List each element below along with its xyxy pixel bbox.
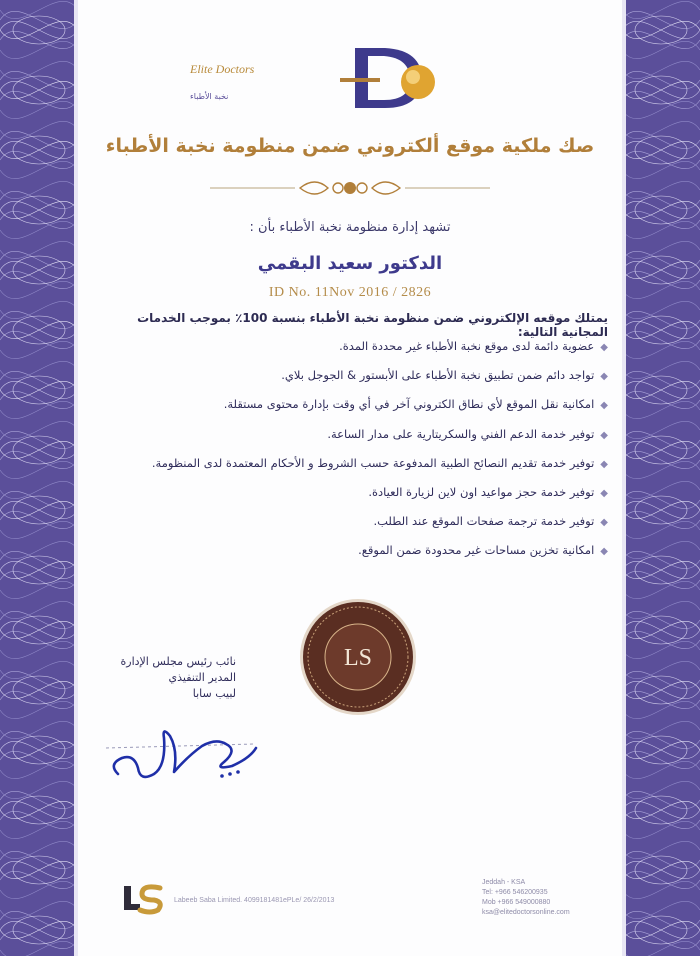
certificate-id-number: ID No. 11Nov 2016 / 2826 [268,285,432,300]
list-item: ◆امكانية نقل الموقع لأي نطاق الكتروني آخر في أي وقت بإدارة محتوى مستقلة. [223,397,608,412]
seal-initials: LS [343,645,373,671]
bullet-icon: ◆ [600,487,608,499]
contact-city: Jeddah - KSA [482,879,526,886]
bullet-icon: ◆ [600,546,608,558]
bullet-icon: ◆ [600,371,608,383]
elite-doctors-logo [190,42,440,112]
bullet-icon: ◆ [600,517,608,529]
company-name: Labeeb Saba Limited. 4099181481ePLe/ 26/2/2013 [174,897,335,904]
services-list [88,336,608,570]
contact-mobile: Mob +966 549000880 [482,899,551,906]
recipient-name: الدكتور سعيد البقمي [257,253,443,274]
list-item: ◆عضوية دائمة لدى موقع نخبة الأطباء غير محددة المدة. [339,339,608,353]
list-item: ◆تواجد دائم ضمن تطبيق نخبة الأطباء على الأبستور & الجوجل بلاي. [281,368,608,383]
contact-info [482,878,570,918]
certify-line: تشهد إدارة منظومة نخبة الأطباء بأن : [249,220,451,235]
certificate-title: صك ملكية موقع ألكتروني ضمن منظومة نخبة الأطباء [105,135,595,157]
list-item: ◆توفير خدمة الدعم الفني والسكريتارية على مدار الساعة. [327,426,608,441]
bullet-icon: ◆ [600,342,608,353]
signatory-name: لبيب سابا [192,687,236,700]
signatory-block [96,654,236,702]
list-item: ◆توفير خدمة حجز مواعيد اون لاين لزيارة العيادة. [368,484,608,499]
list-item: ◆توفير خدمة تقديم النصائح الطبية المدفوعة حسب الشروط و الأحكام المعتمدة لدى المنظومة. [151,455,608,470]
bullet-icon: ◆ [600,400,608,412]
handwritten-signature-icon [104,716,264,792]
logo-mark-icon [190,42,440,112]
list-item: ◆امكانية تخزين مساحات غير محدودة ضمن الموقع. [358,543,608,558]
signatory-title: نائب رئيس مجلس الإدارة [120,655,236,668]
contact-tel: Tel: +966 546200935 [482,889,548,896]
bullet-icon: ◆ [600,429,608,441]
services-intro: يمتلك موقعه الإلكتروني ضمن منظومة نخبة الأطباء بنسبة 100٪ بموجب الخدمات المجانية التالية: [137,311,608,339]
ls-seal-icon [299,598,417,716]
signatory-position: المدير التنفيذي [168,671,236,684]
ls-footer-logo-icon [120,880,168,916]
list-item: ◆توفير خدمة ترجمة صفحات الموقع عند الطلب. [373,514,608,529]
logo-brand-english: Elite Doctors [190,62,255,76]
bullet-icon: ◆ [600,458,608,470]
logo-brand-arabic: نخبة الأطباء [190,92,229,101]
contact-email: ksa@elitedoctorsonline.com [482,909,570,916]
ornament-divider-icon [200,176,500,200]
